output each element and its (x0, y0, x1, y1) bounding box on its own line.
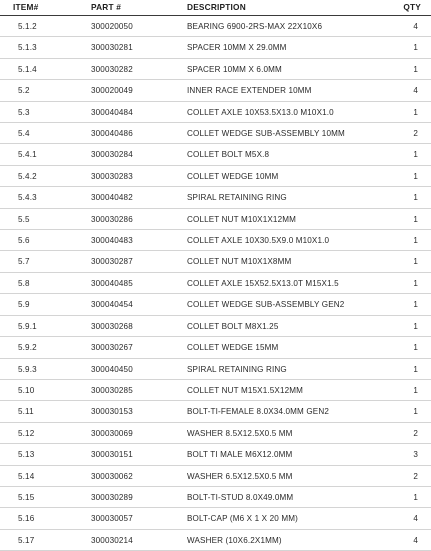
item-number-cell: 5.1.3 (18, 43, 37, 53)
part-number-cell: 300030282 (91, 64, 133, 74)
quantity-cell: 4 (413, 514, 418, 524)
item-number-cell: 5.9.2 (18, 343, 37, 353)
quantity-cell: 2 (413, 428, 418, 438)
part-number-cell: 300040482 (91, 193, 133, 203)
table-row (0, 487, 431, 508)
item-number-cell: 5.5 (18, 214, 30, 224)
table-row (0, 230, 431, 251)
part-number-cell: 300030069 (91, 428, 133, 438)
part-number-cell: 300030287 (91, 257, 133, 267)
description-cell: BEARING 6900-2RS-MAX 22X10X6 (187, 22, 323, 31)
quantity-cell: 1 (413, 107, 418, 117)
table-body (0, 16, 431, 551)
description-cell: SPIRAL RETAINING RING (187, 364, 287, 374)
part-number-cell: 300040450 (91, 364, 133, 374)
part-number-cell: 300040454 (91, 300, 133, 310)
quantity-cell: 1 (413, 278, 418, 288)
quantity-cell: 2 (413, 129, 418, 139)
part-number-cell: 300030153 (91, 407, 133, 417)
table-row (0, 187, 431, 208)
table-row (0, 16, 431, 37)
description-cell: WASHER (10X6.2X1MM) (187, 535, 282, 545)
description-cell: INNER RACE EXTENDER 10MM (187, 86, 312, 96)
quantity-cell: 1 (413, 364, 418, 374)
table-row (0, 102, 431, 123)
table-row (0, 294, 431, 315)
description-cell: WASHER 8.5X12.5X0.5 MM (187, 428, 293, 438)
table-row (0, 59, 431, 80)
item-number-cell: 5.7 (18, 257, 30, 267)
item-number-cell: 5.17 (18, 535, 35, 545)
item-number-cell: 5.16 (18, 514, 35, 524)
table-header-row (0, 0, 431, 16)
description-cell: COLLET WEDGE SUB-ASSEMBLY GEN2 (187, 300, 345, 310)
part-number-cell: 300030151 (91, 450, 133, 460)
description-cell: COLLET BOLT M8X1.25 (187, 321, 279, 331)
table-row (0, 209, 431, 230)
part-number-cell: 300030267 (91, 343, 133, 353)
description-cell: BOLT TI MALE M6X12.0MM (187, 450, 293, 460)
table-row (0, 123, 431, 144)
header-description: DESCRIPTION (187, 2, 246, 12)
item-number-cell: 5.10 (18, 385, 35, 395)
part-number-cell: 300030062 (91, 471, 133, 481)
table-row (0, 401, 431, 422)
description-cell: COLLET AXLE 10X30.5X9.0 M10X1.0 (187, 236, 330, 246)
table-row (0, 166, 431, 187)
item-number-cell: 5.1.4 (18, 64, 37, 74)
quantity-cell: 2 (413, 471, 418, 481)
part-number-cell: 300020049 (91, 86, 133, 96)
quantity-cell: 1 (413, 171, 418, 181)
part-number-cell: 300030289 (91, 492, 133, 502)
quantity-cell: 1 (413, 257, 418, 267)
quantity-cell: 1 (413, 236, 418, 246)
item-number-cell: 5.9 (18, 300, 30, 310)
description-cell: COLLET NUT M10X1X8MM (187, 257, 292, 267)
item-number-cell: 5.4 (18, 129, 30, 139)
table-row (0, 423, 431, 444)
description-cell: WASHER 6.5X12.5X0.5 MM (187, 471, 293, 481)
item-number-cell: 5.12 (18, 428, 35, 438)
quantity-cell: 1 (413, 385, 418, 395)
part-number-cell: 300040483 (91, 236, 133, 246)
description-cell: COLLET AXLE 10X53.5X13.0 M10X1.0 (187, 107, 334, 117)
description-cell: SPACER 10MM X 29.0MM (187, 43, 287, 53)
item-number-cell: 5.4.2 (18, 171, 37, 181)
item-number-cell: 5.14 (18, 471, 35, 481)
item-number-cell: 5.9.3 (18, 364, 37, 374)
table-row (0, 144, 431, 165)
item-number-cell: 5.11 (18, 407, 34, 417)
table-row (0, 80, 431, 101)
header-part-number: PART # (91, 2, 122, 12)
quantity-cell: 1 (413, 214, 418, 224)
item-number-cell: 5.4.1 (18, 150, 37, 160)
part-number-cell: 300030268 (91, 321, 133, 331)
quantity-cell: 4 (413, 22, 418, 31)
header-item-number: ITEM# (13, 2, 39, 12)
description-cell: BOLT-TI-STUD 8.0X49.0MM (187, 492, 294, 502)
quantity-cell: 1 (413, 492, 418, 502)
quantity-cell: 1 (413, 300, 418, 310)
description-cell: COLLET NUT M10X1X12MM (187, 214, 297, 224)
description-cell: COLLET WEDGE 15MM (187, 343, 279, 353)
header-quantity: QTY (403, 2, 421, 12)
quantity-cell: 4 (413, 86, 418, 96)
description-cell: SPIRAL RETAINING RING (187, 193, 287, 203)
table-row (0, 466, 431, 487)
part-number-cell: 300030214 (91, 535, 133, 545)
part-number-cell: 300030057 (91, 514, 133, 524)
table-row (0, 444, 431, 465)
item-number-cell: 5.3 (18, 107, 30, 117)
table-row (0, 316, 431, 337)
part-number-cell: 300030284 (91, 150, 133, 160)
table-row (0, 251, 431, 272)
table-row (0, 359, 431, 380)
description-cell: COLLET BOLT M5X.8 (187, 150, 270, 160)
table-row (0, 37, 431, 58)
quantity-cell: 1 (413, 343, 418, 353)
part-number-cell: 300020050 (91, 22, 133, 31)
quantity-cell: 1 (413, 64, 418, 74)
description-cell: BOLT-TI-FEMALE 8.0X34.0MM GEN2 (187, 407, 329, 417)
table-row (0, 530, 431, 551)
description-cell: COLLET NUT M15X1.5X12MM (187, 385, 304, 395)
part-number-cell: 300040486 (91, 129, 133, 139)
item-number-cell: 5.2 (18, 86, 30, 96)
quantity-cell: 1 (413, 407, 418, 417)
table-row (0, 337, 431, 358)
quantity-cell: 1 (413, 43, 418, 53)
description-cell: COLLET WEDGE 10MM (187, 171, 279, 181)
item-number-cell: 5.8 (18, 278, 30, 288)
part-number-cell: 300030285 (91, 385, 133, 395)
table-row (0, 380, 431, 401)
quantity-cell: 1 (413, 193, 418, 203)
part-number-cell: 300040484 (91, 107, 133, 117)
item-number-cell: 5.15 (18, 492, 35, 502)
part-number-cell: 300030281 (91, 43, 133, 53)
description-cell: BOLT-CAP (M6 X 1 X 20 MM) (187, 514, 298, 524)
item-number-cell: 5.1.2 (18, 22, 37, 31)
quantity-cell: 1 (413, 150, 418, 160)
quantity-cell: 4 (413, 535, 418, 545)
part-number-cell: 300030286 (91, 214, 133, 224)
table-row (0, 273, 431, 294)
quantity-cell: 3 (413, 450, 418, 460)
description-cell: COLLET WEDGE SUB-ASSEMBLY 10MM (187, 129, 345, 139)
description-cell: COLLET AXLE 15X52.5X13.0T M15X1.5 (187, 278, 339, 288)
item-number-cell: 5.6 (18, 236, 30, 246)
description-cell: SPACER 10MM X 6.0MM (187, 64, 282, 74)
item-number-cell: 5.4.3 (18, 193, 37, 203)
part-number-cell: 300030283 (91, 171, 133, 181)
item-number-cell: 5.13 (18, 450, 35, 460)
quantity-cell: 1 (413, 321, 418, 331)
item-number-cell: 5.9.1 (18, 321, 37, 331)
part-number-cell: 300040485 (91, 278, 133, 288)
